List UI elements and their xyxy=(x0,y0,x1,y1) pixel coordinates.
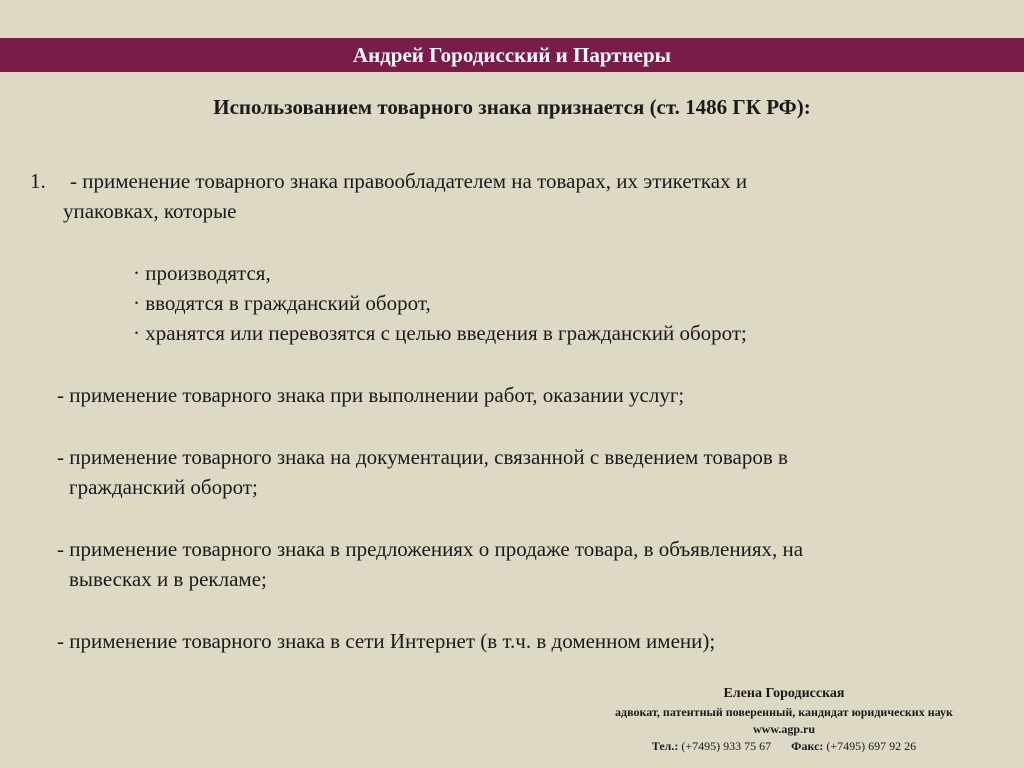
slide-title: Использованием товарного знака признается (ст. 1486 ГК РФ): xyxy=(213,95,811,119)
item-5-line-1: - применение товарного знака в сети Интернет (в т.ч. в доменном имени); xyxy=(57,629,716,653)
item-1-bullet-1: · производятся, xyxy=(133,261,271,285)
item-2-line-1: - применение товарного знака при выполнении работ, оказании услуг; xyxy=(57,383,685,407)
item-1-number: 1. xyxy=(30,169,46,193)
footer-contacts xyxy=(574,738,994,755)
footer-role: адвокат, патентный поверенный, кандидат юридических наук xyxy=(615,705,953,719)
item-3-line-1: - применение товарного знака на документации, связанной с введением товаров в xyxy=(57,445,788,469)
item-4-line-2: вывесках и в рекламе; xyxy=(69,567,267,591)
footer-phone: (+7495) 933 75 67 xyxy=(681,739,772,753)
footer-fax: (+7495) 697 92 26 xyxy=(826,739,917,753)
item-3-line-2: гражданский оборот; xyxy=(69,475,258,499)
item-1-line-1: - применение товарного знака правообладателем на товарах, их этикетках и xyxy=(70,169,748,193)
header-title: Андрей Городисский и Партнеры xyxy=(352,43,672,67)
item-1-bullet-2: · вводятся в гражданский оборот, xyxy=(133,291,431,315)
item-1-bullet-3: · хранятся или перевозятся с целью введения в гражданский оборот; xyxy=(133,321,747,345)
footer-phone-label: Тел.: xyxy=(651,739,679,753)
footer-fax-label: Факс: xyxy=(791,739,824,753)
item-4-line-1: - применение товарного знака в предложениях о продаже товара, в объявлениях, на xyxy=(57,537,804,561)
footer-name: Елена Городисская xyxy=(723,686,845,701)
header-bar xyxy=(0,38,1024,72)
item-1-line-2: упаковках, которые xyxy=(63,199,237,223)
footer-website: www.agp.ru xyxy=(752,722,815,736)
